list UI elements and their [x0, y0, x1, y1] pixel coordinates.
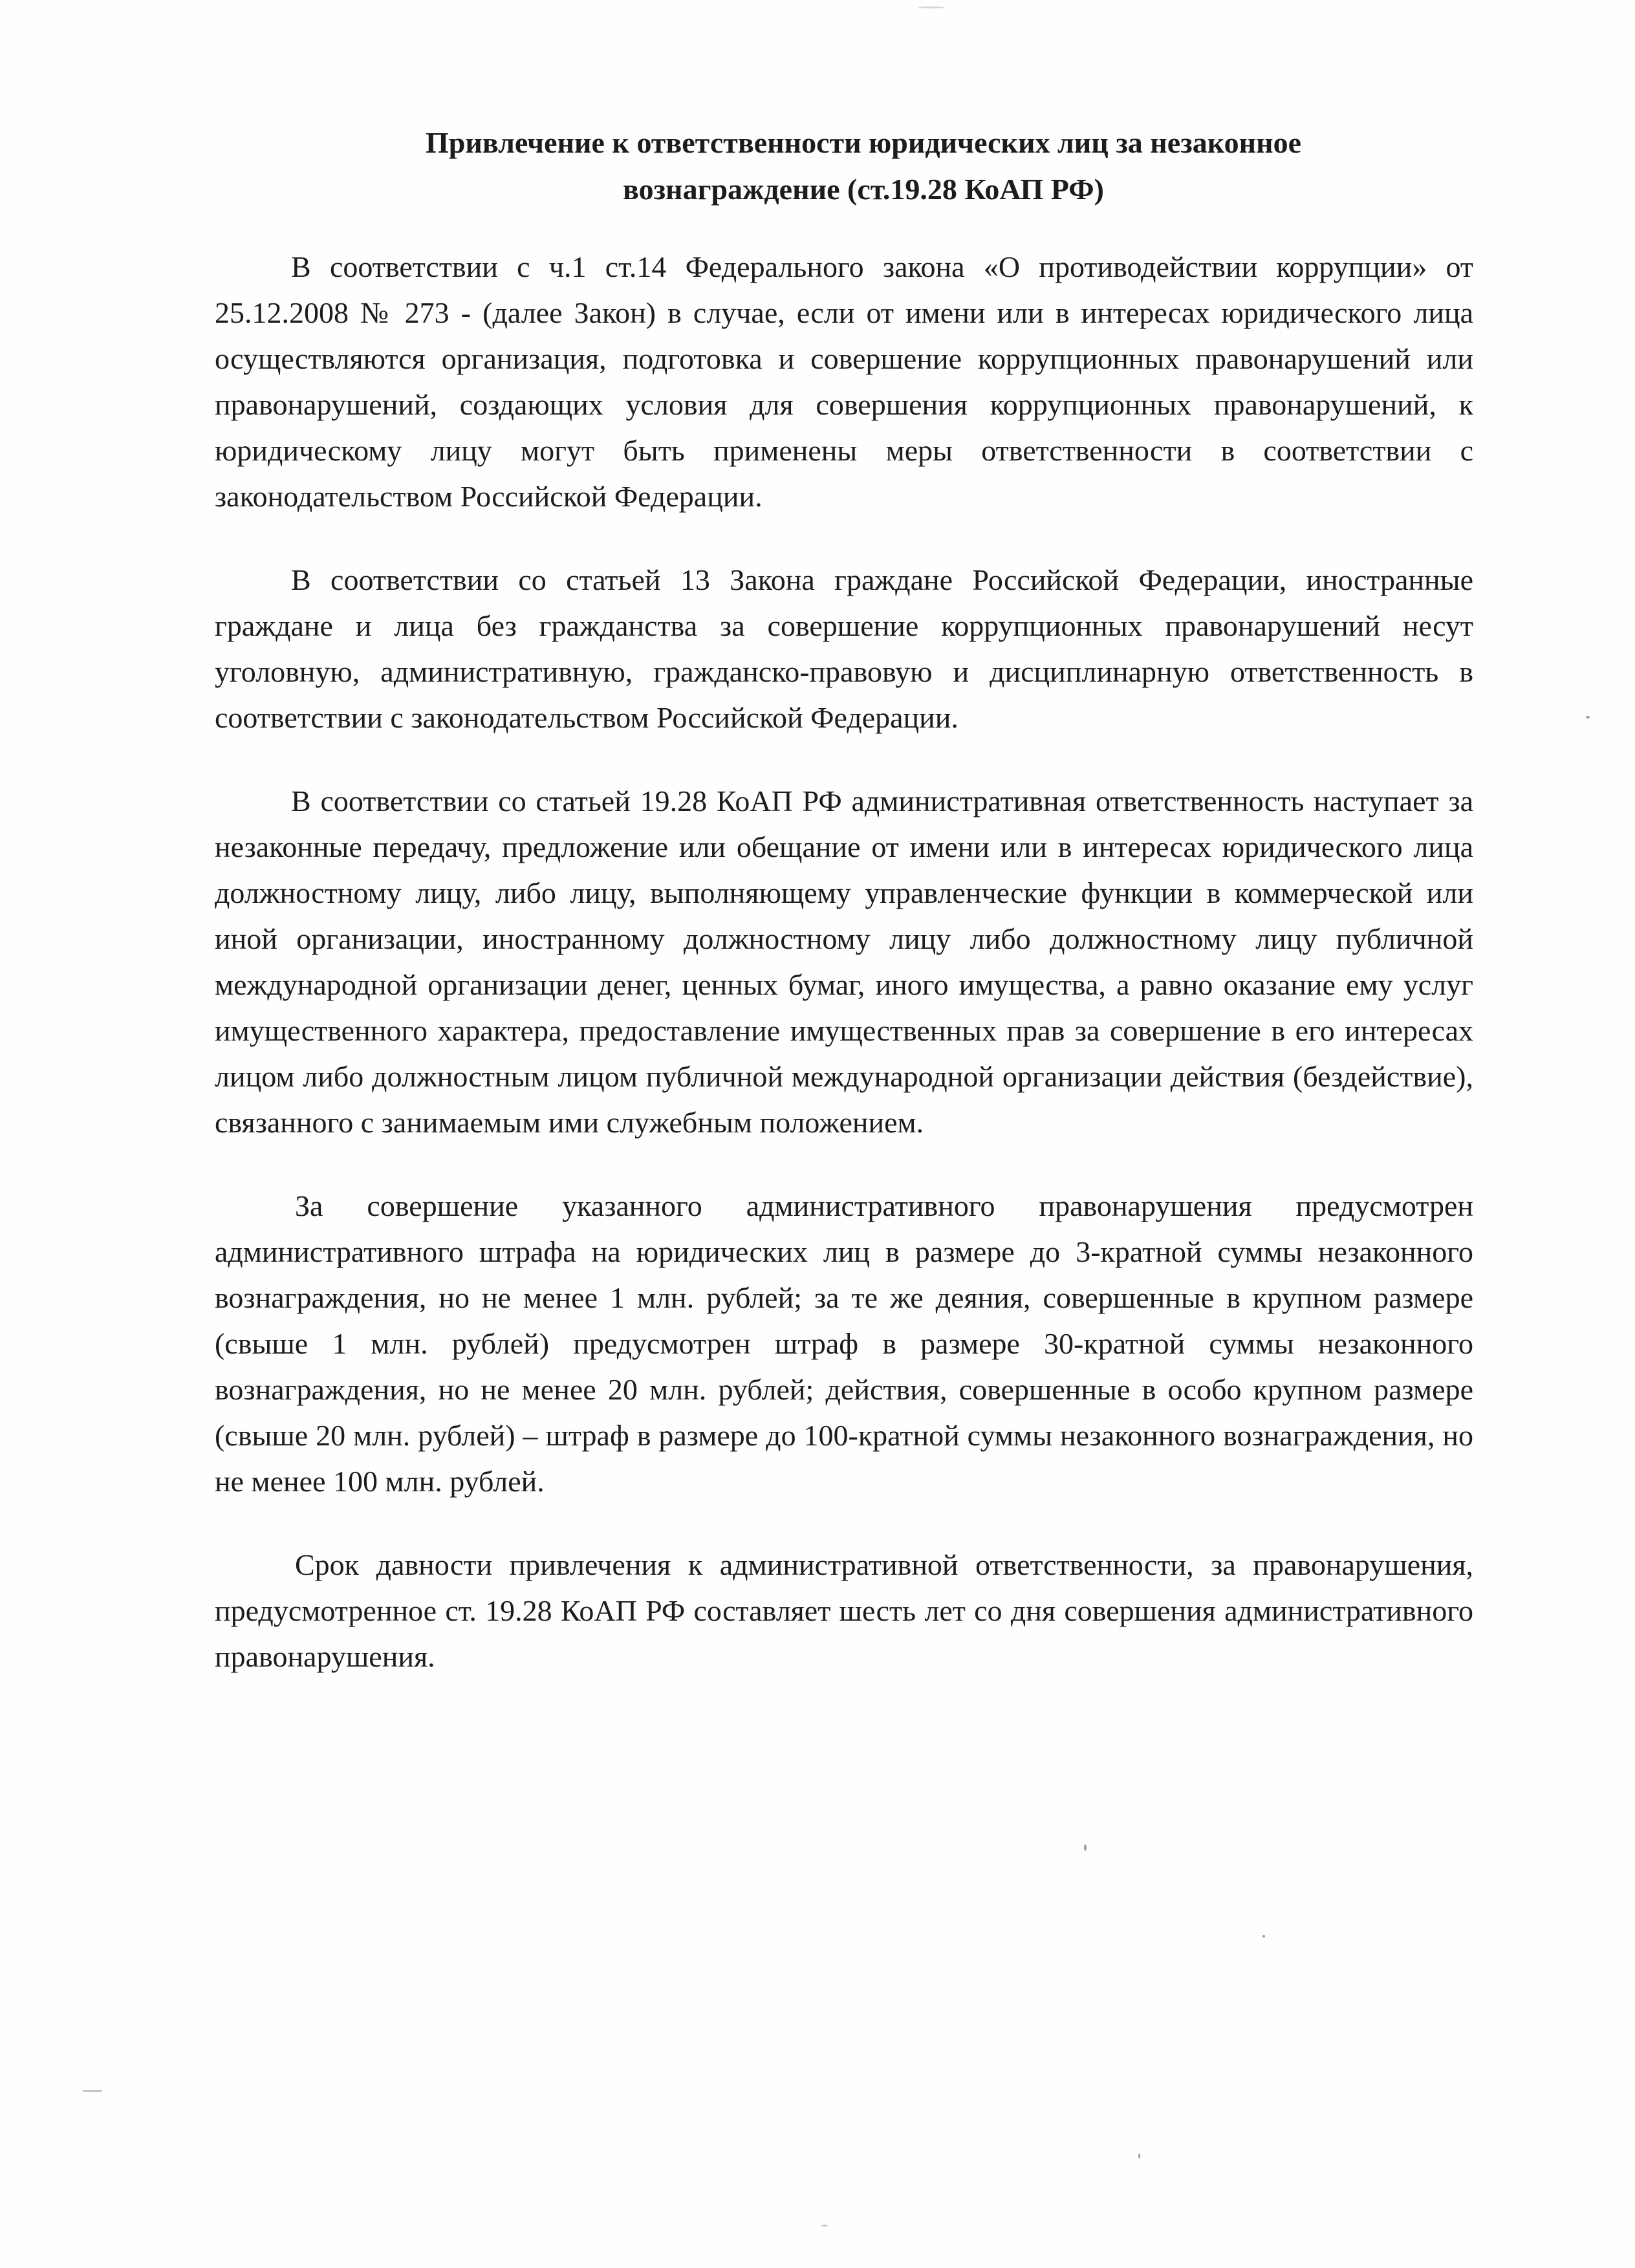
- document-body: [215, 120, 1473, 1717]
- paragraph-fines: За совершение указанного административного правонарушения предусмотрен административного штрафа на юридических лиц в размере до 3-кратной суммы незаконного вознаграждения, но не менее 1 млн. рублей; за те же деяния, совершенные в крупном размере (свыше 1 млн. рублей) предусмотрен штраф в размере 30-кратной суммы незаконного вознаграждения, но не менее 20 млн. рублей; действия, совершенные в особо крупном размере (свыше 20 млн. рублей) – штраф в размере до 100-кратной суммы незаконного вознаграждения, но не менее 100 млн. рублей.: [215, 1189, 1473, 1498]
- paragraph-citizens-liability: В соответствии со статьей 13 Закона граждане Российской Федерации, иностранные граждане и лица без гражданства за совершение коррупционных правонарушений несут уголовную, административную, гражданско-правовую и дисциплинарную ответственность в соответствии с законодательством Российской Федерации.: [215, 563, 1473, 734]
- paragraph-limitation-period: Срок давности привлечения к административной ответственности, за правонарушения, предусмотренное ст. 19.28 КоАП РФ составляет шесть лет со дня совершения административного правонарушения.: [215, 1548, 1473, 1673]
- scan-speck: [1084, 1844, 1087, 1851]
- scan-speck: [83, 2090, 102, 2092]
- scan-speck: [821, 2225, 828, 2227]
- scan-speck: [1138, 2154, 1140, 2159]
- paragraph-article-19-28: В соответствии со статьей 19.28 КоАП РФ административная ответственность наступает за незаконные передачу, предложение или обещание от имени или в интересах юридического лица должностному лицу, либо лицу, выполняющему управленческие функции в коммерческой или иной организации, иностранному должностному лицу либо должностному лицу публичной международной организации денег, ценных бумаг, иного имущества, а равно оказание ему услуг имущественного характера, предоставление имущественных прав за совершение в его интересах лицом либо должностным лицом публичной международной организации действия (бездействие), связанного с занимаемым ими служебным положением.: [215, 784, 1473, 1139]
- paragraph-liability-of-legal-entities: В соответствии с ч.1 ст.14 Федерального закона «О противодействии коррупции» от 25.12.2008 № 273 - (далее Закон) в случае, если от имени или в интересах юридического лица осуществляются организация, подготовка и совершение коррупционных правонарушений или правонарушений, создающих условия для совершения коррупционных правонарушений, к юридическому лицу могут быть применены меры ответственности в соответствии с законодательством Российской Федерации.: [215, 250, 1473, 513]
- scan-speck: [1262, 1935, 1265, 1938]
- document-title: [215, 120, 1473, 213]
- document-title-line-2: вознаграждение (ст.19.28 КоАП РФ): [623, 173, 1104, 206]
- scan-speck: [1586, 716, 1590, 718]
- document-title-line-1: Привлечение к ответственности юридических лиц за незаконное: [425, 126, 1302, 159]
- scan-speck: [918, 6, 944, 8]
